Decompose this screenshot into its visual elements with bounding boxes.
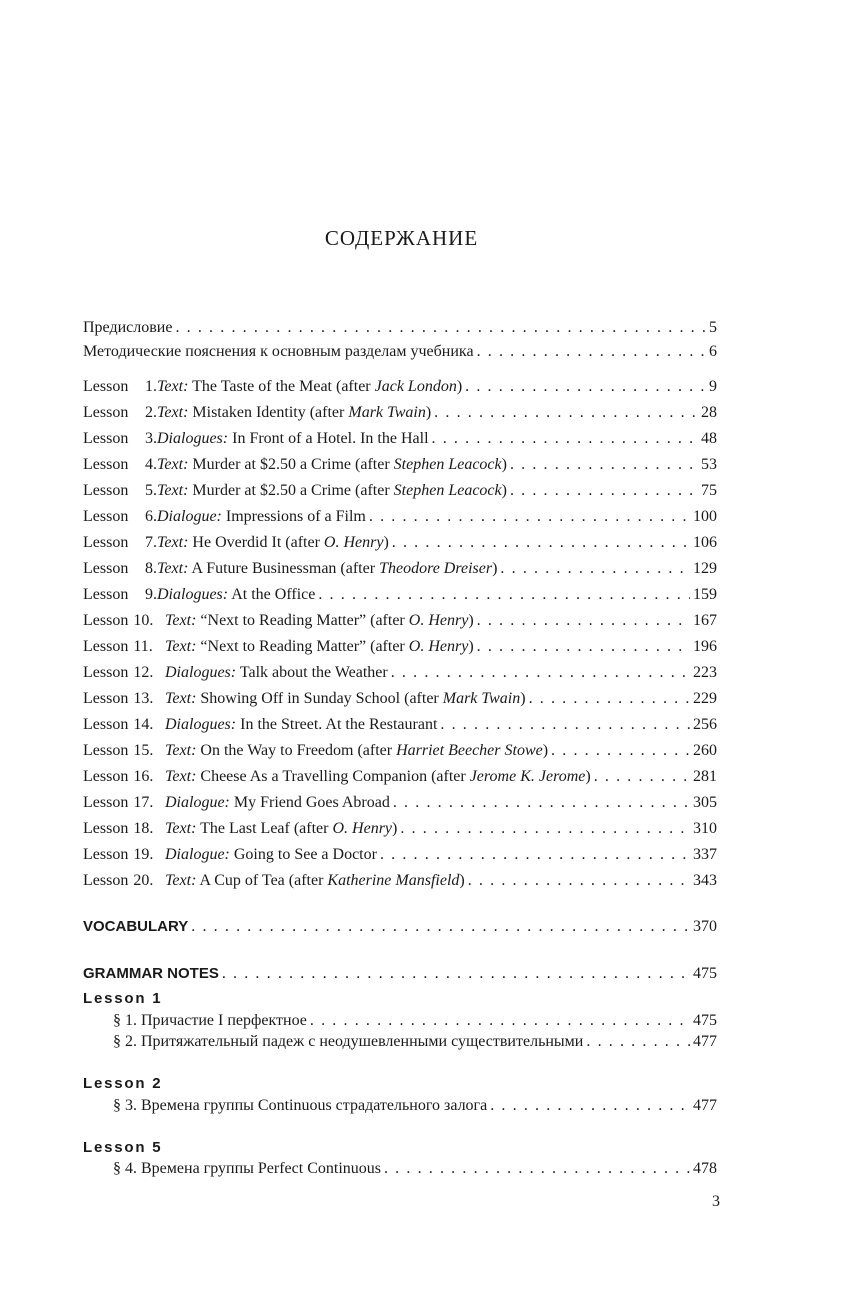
toc-entry-preface[interactable]: [83, 317, 717, 339]
dot-leader: [468, 870, 690, 892]
lesson-number: 11.: [133, 638, 153, 655]
toc-entry-text: GRAMMAR NOTES: [83, 965, 219, 982]
toc-entry-text: [83, 532, 389, 554]
lesson-label: [83, 402, 157, 424]
toc-entry-text: [83, 506, 366, 528]
toc-entry-lesson-5[interactable]: [83, 480, 717, 502]
toc-page-number: 129: [693, 560, 717, 577]
toc-entry-lesson-4[interactable]: [83, 454, 717, 476]
toc-entry-text: VOCABULARY: [83, 918, 189, 935]
lesson-type: Text:: [165, 820, 197, 837]
toc-entry-text: [83, 714, 437, 736]
lesson-close-paren: ): [468, 612, 474, 629]
lesson-label: [83, 610, 161, 632]
lesson-label: [83, 532, 157, 554]
toc-page-number: 370: [693, 918, 717, 935]
toc-entry-text: § 3. Времена группы Continuous страдательного залога: [113, 1097, 488, 1114]
lesson-type: Text:: [157, 378, 189, 395]
lesson-word: Lesson: [83, 872, 129, 889]
lesson-number: 20.: [133, 872, 154, 889]
dot-leader: [529, 688, 690, 710]
toc-entry-lesson-19[interactable]: [83, 844, 717, 866]
lesson-close-paren: ): [456, 378, 463, 395]
lesson-word: Lesson: [83, 378, 129, 395]
lesson-close-paren: ): [585, 768, 591, 785]
toc-entry-text: [83, 662, 388, 684]
lesson-label: [83, 792, 161, 814]
lesson-number: 2.: [145, 404, 157, 421]
lesson-type: Text:: [165, 612, 197, 629]
toc-entry-text: [83, 454, 507, 476]
dot-leader: [380, 844, 690, 866]
lesson-type: Dialogues:: [165, 716, 237, 733]
lesson-type: Text:: [165, 690, 197, 707]
toc-entry-vocabulary[interactable]: [83, 916, 717, 938]
lesson-word: Lesson: [83, 742, 129, 759]
toc-entry-lesson-20[interactable]: [83, 870, 717, 892]
lesson-number: 3.: [145, 430, 157, 447]
toc-page-number: 475: [693, 1012, 717, 1029]
toc-page-number: 478: [693, 1160, 717, 1177]
toc-page-number: 477: [693, 1033, 717, 1050]
lesson-title: Mistaken Identity (after: [192, 404, 349, 421]
dot-leader: [191, 916, 690, 938]
lesson-word: Lesson: [83, 638, 129, 655]
lesson-word: Lesson: [83, 404, 129, 421]
toc-page-number: 28: [701, 404, 717, 421]
lesson-author: Stephen Leacock: [393, 456, 502, 473]
lesson-title: Murder at $2.50 a Crime (after: [192, 482, 394, 499]
lesson-type: Text:: [165, 872, 197, 889]
toc-entry-text: § 2. Притяжательный падеж с неодушевленными существительными: [113, 1033, 584, 1050]
dot-leader: [318, 584, 690, 606]
lesson-title: Showing Off in Sunday School (after: [200, 690, 443, 707]
lesson-author: Jerome K. Jerome: [469, 768, 586, 785]
toc-page-number: 75: [701, 482, 717, 499]
page-title: СОДЕРЖАНИЕ: [324, 226, 479, 250]
toc-entry-grammar-item[interactable]: [113, 1010, 717, 1032]
lesson-word: Lesson: [83, 560, 129, 577]
dot-leader: [175, 317, 706, 339]
lesson-close-paren: ): [392, 820, 398, 837]
lesson-title: Cheese As a Travelling Companion (after: [200, 768, 470, 785]
grammar-lesson-heading: Lesson 1: [83, 990, 163, 1007]
toc-entry-text: [83, 792, 390, 814]
toc-page-number: 167: [693, 612, 717, 629]
lesson-type: Text:: [157, 534, 189, 551]
dot-leader: [391, 662, 690, 684]
toc-entry-lesson-8[interactable]: [83, 558, 717, 580]
toc-entry-text: [83, 766, 591, 788]
lesson-type: Text:: [165, 638, 197, 655]
lesson-word: Lesson: [83, 768, 129, 785]
lesson-author: O. Henry: [323, 534, 384, 551]
toc-entry-lesson-2[interactable]: [83, 402, 717, 424]
dot-leader: [432, 428, 698, 450]
toc-page-number: 196: [693, 638, 717, 655]
lesson-word: Lesson: [83, 534, 129, 551]
toc-page-number: 48: [701, 430, 717, 447]
lesson-title: Talk about the Weather: [239, 664, 388, 681]
lesson-title: In the Street. At the Restaurant: [240, 716, 438, 733]
toc-entry-text: Методические пояснения к основным разделам учебника: [83, 343, 474, 360]
lesson-author: O. Henry: [332, 820, 393, 837]
toc-entry-grammar-item[interactable]: [113, 1095, 717, 1117]
lesson-close-paren: ): [425, 404, 432, 421]
lesson-number: 7.: [145, 534, 157, 551]
toc-entry-text: [83, 688, 526, 710]
lesson-label: [83, 818, 161, 840]
dot-leader: [310, 1010, 690, 1032]
lesson-close-paren: ): [468, 638, 474, 655]
dot-leader: [510, 454, 698, 476]
toc-entry-grammar-item[interactable]: [113, 1031, 717, 1053]
lesson-number: 12.: [133, 664, 154, 681]
lesson-number: 6.: [145, 508, 157, 525]
lesson-word: Lesson: [83, 482, 129, 499]
lesson-label: [83, 740, 161, 762]
lesson-author: Mark Twain: [442, 690, 521, 707]
lesson-close-paren: ): [520, 690, 526, 707]
toc-entry-grammar-item[interactable]: [113, 1158, 717, 1180]
toc-page-number: 100: [693, 508, 717, 525]
toc-page-number: 53: [701, 456, 717, 473]
toc-entry-lesson-15[interactable]: [83, 740, 717, 762]
toc-entry-lesson-7[interactable]: [83, 532, 717, 554]
lesson-title: “Next to Reading Matter” (after: [200, 638, 409, 655]
toc-page-number: 260: [693, 742, 717, 759]
toc-page-number: 159: [693, 586, 717, 603]
lesson-number: 9.: [145, 586, 157, 603]
toc-entry-text: [83, 376, 462, 398]
toc-entry-methodology[interactable]: [83, 341, 717, 363]
lesson-number: 17.: [133, 794, 154, 811]
lesson-author: O. Henry: [408, 612, 469, 629]
dot-leader: [510, 480, 698, 502]
dot-leader: [434, 402, 698, 424]
lesson-close-paren: ): [501, 456, 507, 473]
toc-page-number: 6: [709, 343, 717, 360]
lesson-title: A Cup of Tea (after: [199, 872, 328, 889]
lesson-word: Lesson: [83, 716, 129, 733]
toc-page-number: 106: [693, 534, 717, 551]
lesson-number: 14.: [133, 716, 154, 733]
lesson-word: Lesson: [83, 820, 129, 837]
dot-leader: [477, 610, 690, 632]
lesson-number: 15.: [133, 742, 154, 759]
lesson-number: 1.: [145, 378, 157, 395]
lesson-number: 13.: [133, 690, 154, 707]
toc-page-number: 9: [709, 378, 717, 395]
toc-entry-text: § 4. Времена группы Perfect Continuous: [113, 1160, 381, 1177]
toc-entry-text: [83, 740, 548, 762]
lesson-label: [83, 766, 161, 788]
lesson-label: [83, 662, 161, 684]
toc-entry-lesson-1[interactable]: [83, 376, 717, 398]
toc-entry-lesson-16[interactable]: [83, 766, 717, 788]
lesson-type: Dialogue:: [157, 508, 222, 525]
lesson-label: [83, 558, 157, 580]
toc-entry-lesson-13[interactable]: [83, 688, 717, 710]
lesson-word: Lesson: [83, 612, 129, 629]
lesson-type: Text:: [165, 742, 197, 759]
toc-page-number: 229: [693, 690, 717, 707]
dot-leader: [477, 341, 706, 363]
toc-entry-text: [83, 610, 474, 632]
dot-leader: [393, 792, 690, 814]
lesson-label: [83, 636, 161, 658]
toc-entry-lesson-12[interactable]: [83, 662, 717, 684]
toc-entry-text: Предисловие: [83, 319, 173, 336]
lesson-author: Katherine Mansfield: [327, 872, 460, 889]
dot-leader: [400, 818, 690, 840]
lesson-word: Lesson: [83, 586, 129, 603]
dot-leader: [477, 636, 690, 658]
toc-page-number: 5: [709, 319, 717, 336]
lesson-author: Harriet Beecher Stowe: [396, 742, 543, 759]
lesson-author: Stephen Leacock: [393, 482, 502, 499]
lesson-title: Murder at $2.50 a Crime (after: [192, 456, 394, 473]
toc-entry-lesson-9[interactable]: [83, 584, 717, 606]
lesson-label: [83, 584, 157, 606]
lesson-title: The Taste of the Meat (after: [192, 378, 375, 395]
dot-leader: [490, 1095, 690, 1117]
toc-entry-text: [83, 818, 397, 840]
grammar-lesson-heading: Lesson 2: [83, 1075, 163, 1092]
dot-leader: [594, 766, 690, 788]
toc-entry-text: [83, 584, 315, 606]
dot-leader: [586, 1031, 690, 1053]
toc-page-number: 281: [693, 768, 717, 785]
lesson-title: At the Office: [231, 586, 316, 603]
lesson-word: Lesson: [83, 794, 129, 811]
toc-page-number: 305: [693, 794, 717, 811]
lesson-author: Jack London: [374, 378, 457, 395]
grammar-lesson-heading: Lesson 5: [83, 1139, 163, 1156]
lesson-word: Lesson: [83, 456, 129, 473]
lesson-label: [83, 428, 157, 450]
lesson-close-paren: ): [492, 560, 498, 577]
lesson-word: Lesson: [83, 846, 129, 863]
lesson-label: [83, 714, 161, 736]
toc-page-number: 343: [693, 872, 717, 889]
dot-leader: [369, 506, 690, 528]
lesson-type: Dialogues:: [157, 586, 229, 603]
page-number: 3: [712, 1193, 720, 1210]
lesson-word: Lesson: [83, 690, 129, 707]
lesson-word: Lesson: [83, 508, 129, 525]
dot-leader: [222, 963, 690, 985]
lesson-type: Text:: [157, 482, 189, 499]
lesson-author: Mark Twain: [348, 404, 426, 421]
lesson-label: [83, 454, 157, 476]
lesson-number: 5.: [145, 482, 157, 499]
lesson-type: Text:: [157, 456, 189, 473]
lesson-number: 16.: [133, 768, 154, 785]
lesson-type: Dialogues:: [157, 430, 229, 447]
lesson-number: 10.: [133, 612, 154, 629]
lesson-type: Dialogues:: [165, 664, 237, 681]
lesson-close-paren: ): [501, 482, 507, 499]
lesson-number: 8.: [145, 560, 157, 577]
dot-leader: [384, 1158, 690, 1180]
lesson-title: On the Way to Freedom (after: [200, 742, 397, 759]
lesson-author: O. Henry: [408, 638, 469, 655]
lesson-label: [83, 870, 161, 892]
toc-entry-grammar-notes[interactable]: [83, 963, 717, 985]
lesson-label: [83, 688, 161, 710]
lesson-author: Theodore Dreiser: [379, 560, 493, 577]
lesson-number: 19.: [133, 846, 154, 863]
lesson-title: In Front of a Hotel. In the Hall: [232, 430, 429, 447]
lesson-title: “Next to Reading Matter” (after: [200, 612, 409, 629]
lesson-title: A Future Businessman (after: [191, 560, 380, 577]
toc-entry-lesson-10[interactable]: [83, 610, 717, 632]
lesson-close-paren: ): [383, 534, 389, 551]
toc-page-number: 256: [693, 716, 717, 733]
lesson-number: 4.: [145, 456, 157, 473]
lesson-title: Going to See a Doctor: [233, 846, 377, 863]
dot-leader: [551, 740, 690, 762]
toc-entry-text: [83, 870, 465, 892]
toc-entry-text: [83, 558, 497, 580]
dot-leader: [392, 532, 690, 554]
dot-leader: [465, 376, 706, 398]
lesson-type: Dialogue:: [165, 846, 230, 863]
lesson-title: My Friend Goes Abroad: [233, 794, 390, 811]
lesson-label: [83, 376, 157, 398]
toc-page-number: 477: [693, 1097, 717, 1114]
lesson-title: Impressions of a Film: [225, 508, 366, 525]
toc-page-number: 475: [693, 965, 717, 982]
dot-leader: [440, 714, 690, 736]
lesson-word: Lesson: [83, 430, 129, 447]
lesson-label: [83, 480, 157, 502]
lesson-title: The Last Leaf (after: [200, 820, 333, 837]
toc-page-number: 310: [693, 820, 717, 837]
lesson-type: Dialogue:: [165, 794, 230, 811]
toc-page-number: 223: [693, 664, 717, 681]
toc-entry-text: § 1. Причастие I перфектное: [113, 1012, 307, 1029]
lesson-type: Text:: [165, 768, 197, 785]
lesson-type: Text:: [157, 560, 189, 577]
lesson-label: [83, 506, 157, 528]
dot-leader: [500, 558, 690, 580]
lesson-type: Text:: [157, 404, 189, 421]
lesson-close-paren: ): [459, 872, 465, 889]
toc-entry-text: [83, 636, 474, 658]
lesson-number: 18.: [133, 820, 154, 837]
lesson-word: Lesson: [83, 664, 129, 681]
toc-entry-text: [83, 402, 431, 424]
toc-entry-text: [83, 844, 377, 866]
lesson-close-paren: ): [542, 742, 549, 759]
toc-page-number: 337: [693, 846, 717, 863]
toc-entry-lesson-17[interactable]: [83, 792, 717, 814]
toc-entry-lesson-11[interactable]: [83, 636, 717, 658]
toc-entry-lesson-6[interactable]: [83, 506, 717, 528]
lesson-label: [83, 844, 161, 866]
lesson-title: He Overdid It (after: [192, 534, 324, 551]
toc-entry-lesson-14[interactable]: [83, 714, 717, 736]
toc-entry-text: [83, 480, 507, 502]
toc-entry-lesson-18[interactable]: [83, 818, 717, 840]
toc-entry-lesson-3[interactable]: [83, 428, 717, 450]
toc-entry-text: [83, 428, 429, 450]
